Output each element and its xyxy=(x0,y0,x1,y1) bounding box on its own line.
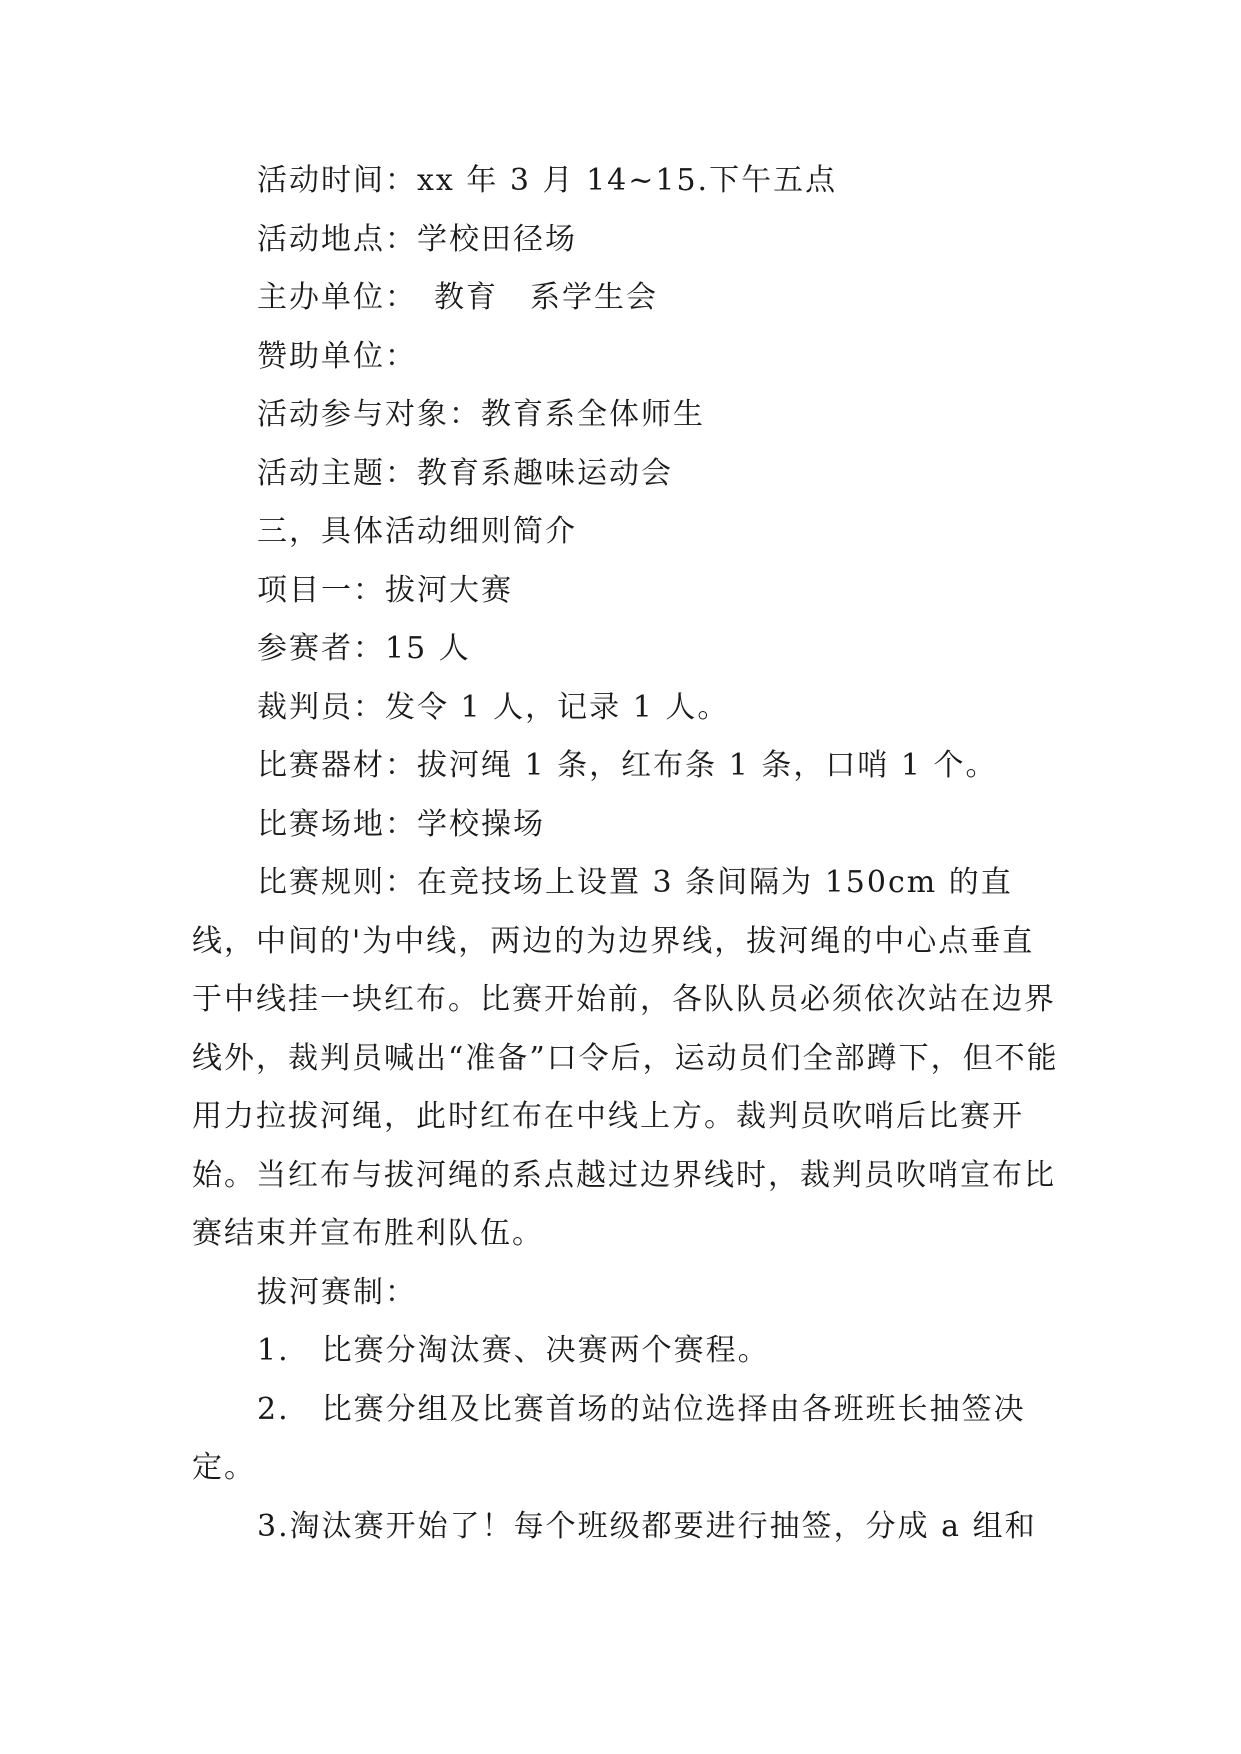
document-page xyxy=(192,152,1062,1556)
contestants: 参赛者：15 人 xyxy=(257,631,471,666)
organizer: 主办单位： 教育 系学生会 xyxy=(257,280,658,315)
rules-paragraph: 比赛规则：在竞技场上设置 3 条间隔为 150cm 的直线，中间的'为中线，两边的为边界线，拔河绳的中心点垂直于中线挂一块红布。比赛开始前，各队队员必须依次站在边界线外，裁判员喊出“准备”口令后，运动员们全部蹲下，但不能用力拉拔河绳，此时红布在中线上方。裁判员吹哨后比赛开始。当红布与拔河绳的系点越过边界线时，裁判员吹哨宣布比赛结束并宣布胜利队伍。 xyxy=(192,865,1059,1251)
venue: 比赛场地：学校操场 xyxy=(257,806,545,842)
event-title: 项目一：拔河大赛 xyxy=(257,572,513,608)
equipment: 比赛器材：拔河绳 1 条，红布条 1 条，口哨 1 个。 xyxy=(257,748,998,783)
format-item-3: 3.淘汰赛开始了！每个班级都要进行抽签，分成 a 组和 xyxy=(257,1508,1037,1544)
activity-time: 活动时间：xx 年 3 月 14~15.下午五点 xyxy=(257,163,838,198)
section-heading: 三，具体活动细则简介 xyxy=(257,514,577,549)
format-item-2: 2. 比赛分组及比赛首场的站位选择由各班班长抽签决定。 xyxy=(192,1391,1026,1485)
participants: 活动参与对象：教育系全体师生 xyxy=(257,397,705,432)
format-heading: 拔河赛制： xyxy=(257,1274,417,1310)
sponsor: 赞助单位： xyxy=(257,338,417,374)
referees: 裁判员：发令 1 人，记录 1 人。 xyxy=(257,689,730,725)
format-item-1: 1. 比赛分淘汰赛、决赛两个赛程。 xyxy=(257,1333,770,1368)
activity-location: 活动地点：学校田径场 xyxy=(257,221,577,257)
activity-theme: 活动主题：教育系趣味运动会 xyxy=(257,455,673,491)
